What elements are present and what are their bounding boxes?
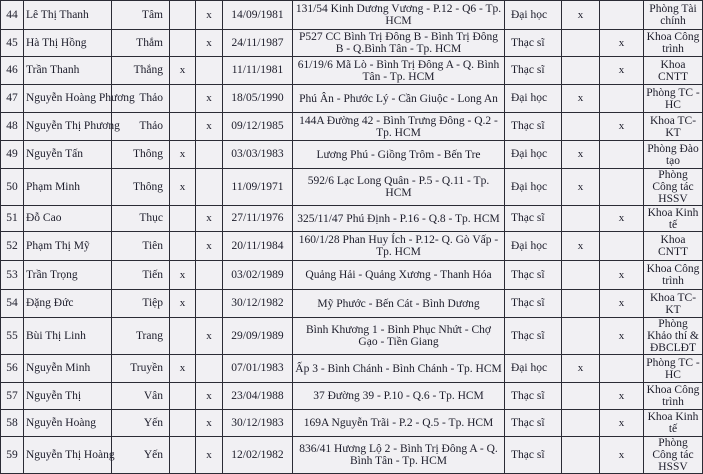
- female-mark-cell: x: [196, 206, 223, 232]
- family-name-cell: Hà Thị Hồng: [24, 30, 112, 57]
- family-name-cell: Bùi Thị Linh: [24, 318, 112, 355]
- given-name-cell: Vân: [112, 383, 170, 410]
- department-cell: Khoa Kinh tế: [644, 410, 703, 437]
- table-row: [1, 383, 703, 410]
- female-mark-cell: [196, 261, 223, 290]
- male-mark-cell: [170, 1, 196, 30]
- degree-cell: Thạc sĩ: [505, 57, 562, 85]
- given-name-cell: Trang: [112, 318, 170, 355]
- given-name-cell: Tiên: [112, 232, 170, 261]
- degree-mark-b-cell: [600, 232, 644, 261]
- degree-cell: Thạc sĩ: [505, 290, 562, 318]
- department-cell: Khoa Công trình: [644, 30, 703, 57]
- female-mark-cell: [196, 355, 223, 383]
- degree-mark-a-cell: x: [562, 1, 600, 30]
- table-row: [1, 141, 703, 169]
- degree-mark-b-cell: x: [600, 57, 644, 85]
- table-row: [1, 206, 703, 232]
- address-cell: 325/11/47 Phú Định - P.16 - Q.8 - Tp. HCM: [293, 206, 505, 232]
- male-mark-cell: [170, 383, 196, 410]
- female-mark-cell: [196, 169, 223, 206]
- family-name-cell: Nguyễn Hoàng Phương: [24, 85, 112, 113]
- department-cell: Phòng TC - HC: [644, 355, 703, 383]
- degree-mark-b-cell: x: [600, 261, 644, 290]
- degree-mark-a-cell: [562, 261, 600, 290]
- row-number-cell: 46: [1, 57, 24, 85]
- birth-date-cell: 18/05/1990: [223, 85, 293, 113]
- female-mark-cell: x: [196, 30, 223, 57]
- male-mark-cell: x: [170, 141, 196, 169]
- address-cell: 160/1/28 Phan Huy Ích - P.12- Q. Gò Vấp - Tp. HCM: [293, 232, 505, 261]
- department-cell: Phòng Khảo thí & ĐBCLĐT: [644, 318, 703, 355]
- row-number-cell: 52: [1, 232, 24, 261]
- given-name-cell: Truyền: [112, 355, 170, 383]
- family-name-cell: Nguyễn Hoàng: [24, 410, 112, 437]
- degree-mark-b-cell: x: [600, 437, 644, 474]
- table-row: [1, 169, 703, 206]
- row-number-cell: 47: [1, 85, 24, 113]
- given-name-cell: Tâm: [112, 1, 170, 30]
- department-cell: Khoa TC-KT: [644, 290, 703, 318]
- address-cell: 836/41 Hương Lộ 2 - Bình Trị Đông A - Q. Bình Tân - Tp. HCM: [293, 437, 505, 474]
- address-cell: 61/19/6 Mã Lò - Bình Trị Đông A - Q. Bình Tân - Tp. HCM: [293, 57, 505, 85]
- table-row: [1, 437, 703, 474]
- degree-mark-a-cell: x: [562, 85, 600, 113]
- family-name-cell: Nguyễn Thị: [24, 383, 112, 410]
- table-row: [1, 85, 703, 113]
- row-number-cell: 54: [1, 290, 24, 318]
- degree-cell: Thạc sĩ: [505, 383, 562, 410]
- male-mark-cell: [170, 437, 196, 474]
- table-row: [1, 410, 703, 437]
- degree-mark-b-cell: [600, 141, 644, 169]
- degree-mark-a-cell: x: [562, 355, 600, 383]
- degree-mark-b-cell: x: [600, 410, 644, 437]
- birth-date-cell: 11/09/1971: [223, 169, 293, 206]
- male-mark-cell: [170, 85, 196, 113]
- birth-date-cell: 11/11/1981: [223, 57, 293, 85]
- family-name-cell: Trần Trọng: [24, 261, 112, 290]
- male-mark-cell: x: [170, 355, 196, 383]
- given-name-cell: Thông: [112, 169, 170, 206]
- female-mark-cell: [196, 57, 223, 85]
- degree-mark-b-cell: [600, 169, 644, 206]
- degree-mark-a-cell: [562, 437, 600, 474]
- birth-date-cell: 03/02/1989: [223, 261, 293, 290]
- address-cell: 37 Đường 39 - P.10 - Q.6 - Tp. HCM: [293, 383, 505, 410]
- table-row: [1, 30, 703, 57]
- degree-mark-a-cell: x: [562, 141, 600, 169]
- given-name-cell: Thắng: [112, 57, 170, 85]
- birth-date-cell: 27/11/1976: [223, 206, 293, 232]
- row-number-cell: 57: [1, 383, 24, 410]
- female-mark-cell: x: [196, 113, 223, 141]
- degree-cell: Thạc sĩ: [505, 206, 562, 232]
- table-row: [1, 290, 703, 318]
- degree-cell: Đại học: [505, 1, 562, 30]
- birth-date-cell: 12/02/1982: [223, 437, 293, 474]
- male-mark-cell: [170, 410, 196, 437]
- degree-mark-b-cell: x: [600, 318, 644, 355]
- department-cell: Phòng Tài chính: [644, 1, 703, 30]
- female-mark-cell: x: [196, 437, 223, 474]
- degree-cell: Đại học: [505, 169, 562, 206]
- department-cell: Phòng TC - HC: [644, 85, 703, 113]
- degree-cell: Thạc sĩ: [505, 30, 562, 57]
- degree-cell: Đại học: [505, 355, 562, 383]
- address-cell: 131/54 Kinh Dương Vương - P.12 - Q6 - Tp. HCM: [293, 1, 505, 30]
- degree-cell: Đại học: [505, 85, 562, 113]
- row-number-cell: 59: [1, 437, 24, 474]
- row-number-cell: 48: [1, 113, 24, 141]
- given-name-cell: Yến: [112, 410, 170, 437]
- female-mark-cell: x: [196, 1, 223, 30]
- given-name-cell: Thảo: [112, 85, 170, 113]
- degree-mark-a-cell: [562, 57, 600, 85]
- row-number-cell: 56: [1, 355, 24, 383]
- male-mark-cell: [170, 206, 196, 232]
- degree-mark-a-cell: [562, 30, 600, 57]
- male-mark-cell: x: [170, 290, 196, 318]
- female-mark-cell: x: [196, 383, 223, 410]
- degree-mark-a-cell: [562, 290, 600, 318]
- female-mark-cell: x: [196, 232, 223, 261]
- degree-mark-b-cell: [600, 355, 644, 383]
- family-name-cell: Phạm Thị Mỹ: [24, 232, 112, 261]
- family-name-cell: Đặng Đức: [24, 290, 112, 318]
- family-name-cell: Phạm Minh: [24, 169, 112, 206]
- address-cell: 169A Nguyễn Trãi - P.2 - Q.5 - Tp. HCM: [293, 410, 505, 437]
- degree-mark-a-cell: x: [562, 232, 600, 261]
- table-row: [1, 113, 703, 141]
- male-mark-cell: [170, 232, 196, 261]
- family-name-cell: Trần Thanh: [24, 57, 112, 85]
- row-number-cell: 44: [1, 1, 24, 30]
- birth-date-cell: 23/04/1988: [223, 383, 293, 410]
- department-cell: Khoa Công trình: [644, 383, 703, 410]
- male-mark-cell: [170, 318, 196, 355]
- family-name-cell: Đỗ Cao: [24, 206, 112, 232]
- degree-mark-a-cell: [562, 113, 600, 141]
- row-number-cell: 58: [1, 410, 24, 437]
- department-cell: Khoa Công trình: [644, 261, 703, 290]
- degree-mark-b-cell: [600, 85, 644, 113]
- row-number-cell: 49: [1, 141, 24, 169]
- birth-date-cell: 24/11/1987: [223, 30, 293, 57]
- department-cell: Phòng Công tác HSSV: [644, 169, 703, 206]
- birth-date-cell: 30/12/1983: [223, 410, 293, 437]
- given-name-cell: Thắm: [112, 30, 170, 57]
- degree-cell: Đại học: [505, 141, 562, 169]
- degree-mark-b-cell: x: [600, 30, 644, 57]
- given-name-cell: Thảo: [112, 113, 170, 141]
- given-name-cell: Thông: [112, 141, 170, 169]
- table-row: [1, 57, 703, 85]
- degree-mark-a-cell: [562, 206, 600, 232]
- degree-cell: Đại học: [505, 232, 562, 261]
- department-cell: Khoa CNTT: [644, 57, 703, 85]
- degree-mark-b-cell: [600, 1, 644, 30]
- address-cell: 592/6 Lạc Long Quân - P.5 - Q.11 - Tp. HCM: [293, 169, 505, 206]
- male-mark-cell: x: [170, 261, 196, 290]
- department-cell: Khoa Kinh tế: [644, 206, 703, 232]
- birth-date-cell: 14/09/1981: [223, 1, 293, 30]
- row-number-cell: 55: [1, 318, 24, 355]
- address-cell: 144A Đường 42 - Bình Trưng Đông - Q.2 - Tp. HCM: [293, 113, 505, 141]
- address-cell: P527 CC Bình Trị Đông B - Bình Trị Đông B - Q.Bình Tân - Tp. HCM: [293, 30, 505, 57]
- row-number-cell: 50: [1, 169, 24, 206]
- female-mark-cell: x: [196, 85, 223, 113]
- female-mark-cell: [196, 290, 223, 318]
- table-row: [1, 355, 703, 383]
- degree-cell: Thạc sĩ: [505, 318, 562, 355]
- department-cell: Phòng Đào tạo: [644, 141, 703, 169]
- degree-mark-b-cell: x: [600, 383, 644, 410]
- birth-date-cell: 03/03/1983: [223, 141, 293, 169]
- row-number-cell: 51: [1, 206, 24, 232]
- family-name-cell: Nguyễn Thị Hoàng: [24, 437, 112, 474]
- birth-date-cell: 20/11/1984: [223, 232, 293, 261]
- family-name-cell: Nguyễn Minh: [24, 355, 112, 383]
- female-mark-cell: [196, 141, 223, 169]
- male-mark-cell: [170, 30, 196, 57]
- degree-cell: Thạc sĩ: [505, 113, 562, 141]
- degree-cell: Thạc sĩ: [505, 437, 562, 474]
- table-row: [1, 318, 703, 355]
- degree-mark-a-cell: [562, 318, 600, 355]
- table-row: [1, 232, 703, 261]
- degree-mark-b-cell: x: [600, 290, 644, 318]
- address-cell: Mỹ Phước - Bến Cát - Bình Dương: [293, 290, 505, 318]
- degree-cell: Thạc sĩ: [505, 261, 562, 290]
- given-name-cell: Tiến: [112, 261, 170, 290]
- birth-date-cell: 30/12/1982: [223, 290, 293, 318]
- birth-date-cell: 09/12/1985: [223, 113, 293, 141]
- degree-mark-a-cell: [562, 410, 600, 437]
- male-mark-cell: x: [170, 57, 196, 85]
- department-cell: Khoa CNTT: [644, 232, 703, 261]
- female-mark-cell: x: [196, 410, 223, 437]
- degree-cell: Thạc sĩ: [505, 410, 562, 437]
- family-name-cell: Lê Thị Thanh: [24, 1, 112, 30]
- female-mark-cell: x: [196, 318, 223, 355]
- address-cell: Phú Ân - Phước Lý - Cần Giuộc - Long An: [293, 85, 505, 113]
- table-row: [1, 261, 703, 290]
- given-name-cell: Thục: [112, 206, 170, 232]
- family-name-cell: Nguyễn Tấn: [24, 141, 112, 169]
- degree-mark-b-cell: x: [600, 113, 644, 141]
- male-mark-cell: [170, 113, 196, 141]
- table-body: [1, 1, 703, 474]
- birth-date-cell: 07/01/1983: [223, 355, 293, 383]
- department-cell: Phòng Công tác HSSV: [644, 437, 703, 474]
- given-name-cell: Tiệp: [112, 290, 170, 318]
- male-mark-cell: x: [170, 169, 196, 206]
- given-name-cell: Yến: [112, 437, 170, 474]
- degree-mark-a-cell: [562, 383, 600, 410]
- degree-mark-b-cell: x: [600, 206, 644, 232]
- row-number-cell: 45: [1, 30, 24, 57]
- address-cell: Lương Phú - Giồng Trôm - Bến Tre: [293, 141, 505, 169]
- table-row: [1, 1, 703, 30]
- birth-date-cell: 29/09/1989: [223, 318, 293, 355]
- degree-mark-a-cell: x: [562, 169, 600, 206]
- family-name-cell: Nguyễn Thị Phương: [24, 113, 112, 141]
- address-cell: Quảng Hải - Quảng Xương - Thanh Hóa: [293, 261, 505, 290]
- row-number-cell: 53: [1, 261, 24, 290]
- address-cell: Bình Khương 1 - Bình Phục Nhứt - Chợ Gạo - Tiền Giang: [293, 318, 505, 355]
- address-cell: Ấp 3 - Bình Chánh - Bình Chánh - Tp. HCM: [293, 355, 505, 383]
- department-cell: Khoa TC-KT: [644, 113, 703, 141]
